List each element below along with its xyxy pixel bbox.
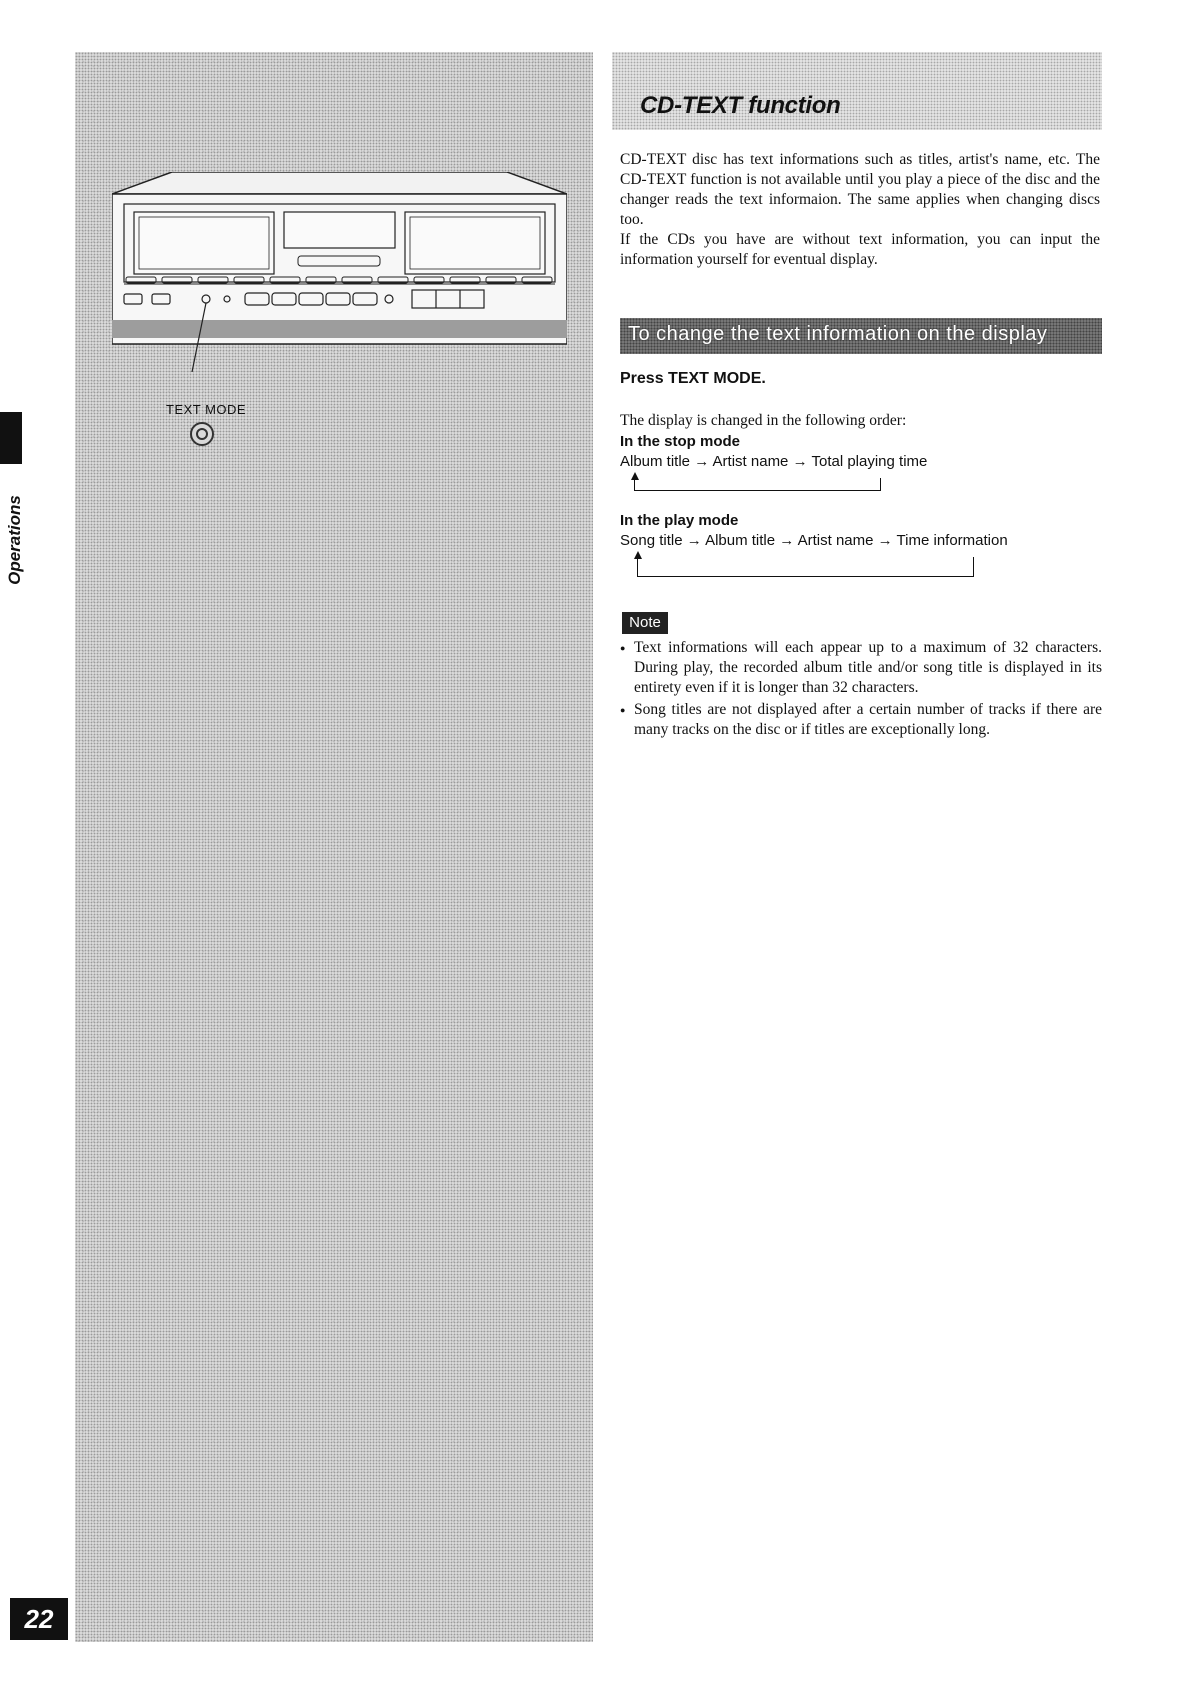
sequence-item: Song title (620, 532, 683, 549)
stop-mode-sequence (620, 453, 927, 470)
list-item: ● Text informations will each appear up to a maximum of 32 characters. During play, the recorded album title and/or song title is displayed in its entirety even if it is longer than 32 characters. (620, 638, 1102, 698)
arrow-icon: → (792, 453, 808, 470)
sequence-item: Artist name (797, 532, 874, 549)
intro-text (620, 150, 1100, 270)
text-mode-button-icon (190, 422, 214, 446)
arrow-icon: → (694, 453, 710, 470)
sequence-item: Time information (896, 532, 1008, 549)
intro-paragraph: CD-TEXT disc has text informations such as titles, artist's name, etc. The CD-TEXT function is not available until you play a piece of the disc and the changer reads the text informaion. The same applies when changing discs too. (620, 151, 1100, 228)
arrow-icon: → (779, 532, 795, 549)
section-tab-marker (0, 412, 22, 464)
sequence-item: Total playing time (811, 453, 928, 470)
loop-back-line (637, 557, 974, 577)
sequence-item: Album title (620, 453, 691, 470)
arrow-icon: → (686, 532, 702, 549)
page-number: 22 (10, 1598, 68, 1640)
stop-mode-heading: In the stop mode (620, 433, 740, 450)
section-label: Operations (5, 495, 24, 585)
text-mode-label: TEXT MODE (166, 402, 247, 417)
instruction: Press TEXT MODE. (620, 370, 766, 387)
arrow-icon: → (877, 532, 893, 549)
play-mode-sequence (620, 532, 1008, 549)
note-list (620, 638, 1102, 742)
cd-changer-illustration (112, 172, 567, 372)
intro-paragraph: If the CDs you have are without text information, you can input the information yourself for eventual display. (620, 231, 1100, 268)
subsection-title: To change the text information on the display (628, 323, 1048, 345)
sequence-item: Album title (705, 532, 776, 549)
play-mode-heading: In the play mode (620, 512, 739, 529)
list-item: ● Song titles are not displayed after a certain number of tracks if there are many tracks on the disc or if titles are exceptionally long. (620, 700, 1102, 740)
sequence-item: Artist name (712, 453, 789, 470)
order-intro: The display is changed in the following order: (620, 412, 907, 429)
section-title: CD-TEXT function (640, 92, 841, 119)
loop-back-line (634, 478, 881, 491)
note-badge: Note (622, 612, 668, 634)
